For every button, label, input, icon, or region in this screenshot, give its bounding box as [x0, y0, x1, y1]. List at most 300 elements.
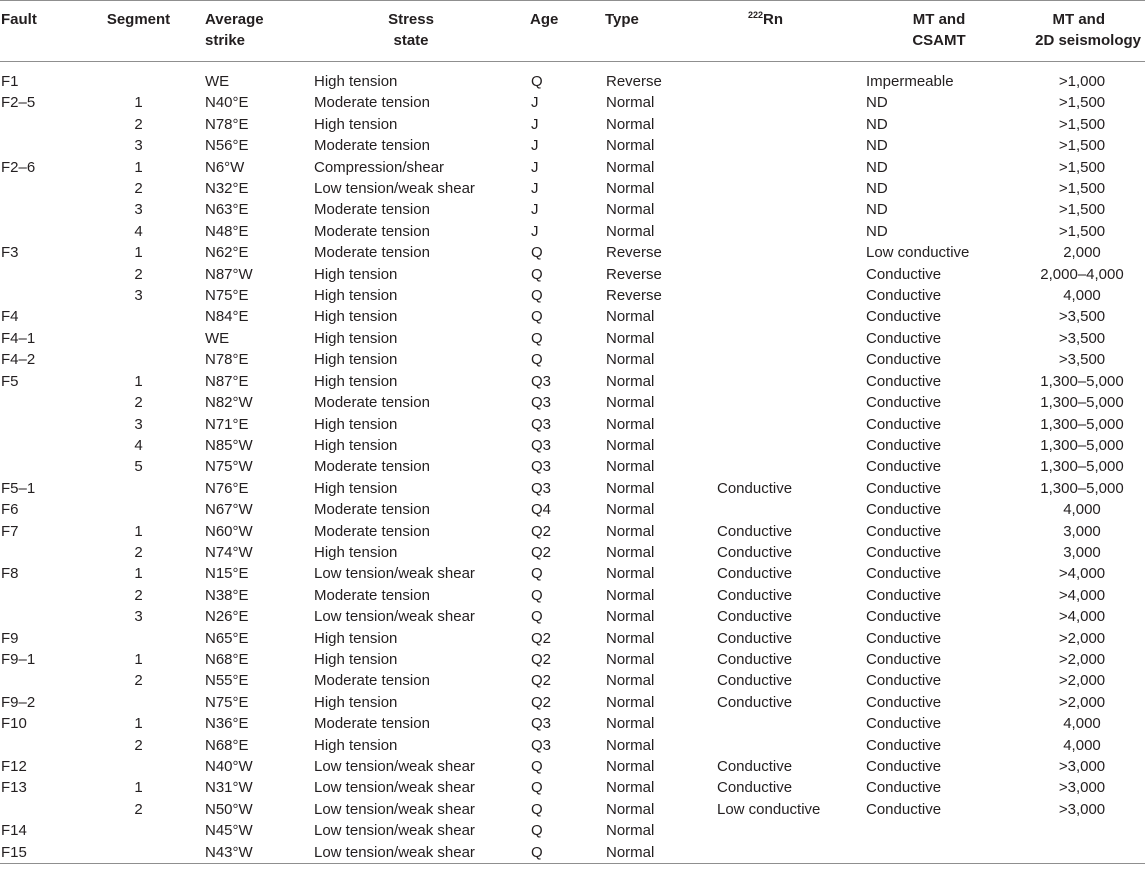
cell-type: Normal	[606, 479, 655, 497]
cell-strike: WE	[205, 329, 230, 347]
cell-segment: 2	[134, 543, 143, 561]
cell-fault: F9–2	[1, 693, 36, 711]
cell-strike: N43°W	[192, 842, 304, 864]
cell-age: Q	[531, 608, 543, 626]
cell-fault	[0, 542, 85, 563]
cell-mt-seismology: >1,500	[1058, 158, 1106, 176]
cell-age: Q3	[531, 394, 552, 412]
table-row	[0, 349, 1145, 370]
cell-fault: F2–5	[1, 94, 36, 112]
cell-age: Q	[531, 265, 543, 283]
cell-type: Reverse	[606, 287, 662, 305]
cell-stress-state: High tension	[314, 436, 398, 454]
cell-strike: N40°E	[205, 94, 249, 112]
cell-age: Q	[531, 329, 543, 347]
table-row	[0, 264, 1145, 285]
table-row	[0, 285, 1145, 306]
cell-type: Reverse	[606, 244, 662, 262]
cell-mt-seismology: 4,000	[1063, 715, 1101, 733]
cell-fault: F14	[1, 822, 27, 840]
cell-mt-seismology: >1,500	[1058, 180, 1106, 198]
cell-strike: N45°W	[205, 822, 253, 840]
cell-strike: N68°E	[205, 650, 249, 668]
cell-segment: 2	[134, 115, 143, 133]
table-row	[0, 242, 1145, 263]
cell-strike: N84°E	[205, 308, 249, 326]
cell-mt-csamt: Conductive	[866, 565, 942, 583]
cell-mt-seismology: >3,000	[1058, 758, 1106, 775]
cell-mt-seismology: >4,000	[1058, 608, 1106, 626]
cell-age: J	[531, 180, 539, 198]
cell-mt-csamt: Conductive	[866, 308, 942, 326]
cell-segment: 5	[134, 458, 143, 476]
cell-fault	[0, 135, 85, 156]
cell-age: Q2	[531, 650, 552, 668]
cell-segment: 3	[134, 287, 143, 305]
cell-stress-state: Moderate tension	[314, 522, 430, 540]
cell-age: Q	[531, 244, 543, 262]
cell-radon: Conductive	[717, 522, 793, 540]
cell-mt-csamt: Conductive	[866, 779, 942, 797]
table-body	[0, 62, 1145, 864]
cell-stress-state: Low tension/weak shear	[314, 822, 475, 840]
cell-mt-csamt: Conductive	[866, 265, 942, 283]
header-age: Age	[518, 1, 597, 62]
cell-fault	[0, 114, 85, 135]
cell-mt-seismology: >1,500	[1058, 222, 1106, 240]
table-row	[0, 777, 1145, 798]
cell-age: Q2	[531, 629, 552, 647]
cell-fault: F9	[1, 629, 19, 647]
table-row	[0, 371, 1145, 392]
cell-radon	[702, 371, 859, 392]
cell-mt-csamt: ND	[866, 201, 888, 219]
cell-stress-state: High tension	[314, 287, 398, 305]
cell-mt-csamt: Conductive	[866, 715, 942, 733]
cell-type: Normal	[597, 842, 702, 864]
cell-age: Q2	[531, 672, 552, 690]
cell-type: Normal	[606, 394, 655, 412]
table-row	[0, 157, 1145, 178]
table-row	[0, 221, 1145, 242]
cell-age: Q	[531, 565, 543, 583]
cell-fault: F1	[1, 73, 19, 90]
cell-age: Q3	[531, 415, 552, 433]
cell-mt-csamt: Conductive	[866, 501, 942, 519]
cell-fault: F5	[1, 372, 19, 390]
cell-radon	[702, 328, 859, 349]
cell-segment: 2	[134, 394, 143, 412]
cell-fault	[0, 456, 85, 477]
cell-type: Normal	[606, 672, 655, 690]
cell-mt-seismology: >2,000	[1058, 650, 1106, 668]
cell-mt-seismology: 2,000	[1063, 244, 1101, 262]
cell-type: Normal	[606, 693, 655, 711]
cell-radon: Conductive	[717, 650, 793, 668]
cell-fault: F4–1	[1, 329, 36, 347]
cell-mt-seismology: 4,000	[1063, 287, 1101, 305]
cell-fault: F12	[1, 758, 27, 775]
cell-segment	[85, 349, 192, 370]
cell-strike: N87°E	[205, 372, 249, 390]
cell-strike: N68°E	[205, 736, 249, 754]
cell-radon	[702, 713, 859, 734]
cell-strike: N15°E	[205, 565, 249, 583]
cell-segment	[85, 756, 192, 777]
cell-segment: 1	[134, 565, 143, 583]
cell-mt-csamt: Conductive	[866, 800, 942, 818]
cell-mt-csamt: Conductive	[866, 608, 942, 626]
cell-mt-csamt: Conductive	[866, 458, 942, 476]
cell-segment: 1	[134, 158, 143, 176]
cell-fault: F5–1	[1, 479, 36, 497]
header-radon: $^{222}$Rn	[702, 1, 859, 62]
cell-radon: Conductive	[717, 608, 793, 626]
cell-segment: 1	[134, 94, 143, 112]
table-row	[0, 114, 1145, 135]
cell-stress-state: Low tension/weak shear	[314, 608, 475, 626]
cell-segment: 2	[134, 800, 143, 818]
cell-mt-csamt: Conductive	[866, 372, 942, 390]
cell-type: Normal	[606, 436, 655, 454]
cell-fault	[0, 392, 85, 413]
cell-mt-csamt: Conductive	[866, 394, 942, 412]
cell-segment: 1	[134, 779, 143, 797]
cell-fault	[0, 414, 85, 435]
cell-type: Normal	[606, 629, 655, 647]
cell-age: Q4	[531, 501, 552, 519]
cell-radon	[702, 435, 859, 456]
cell-mt-seismology: 1,300–5,000	[1040, 436, 1124, 454]
table-row	[0, 92, 1145, 113]
cell-age: Q3	[531, 715, 552, 733]
table-row	[0, 178, 1145, 199]
table-row	[0, 62, 1145, 93]
cell-radon	[702, 285, 859, 306]
cell-mt-csamt: Conductive	[866, 629, 942, 647]
table-row	[0, 306, 1145, 327]
cell-segment	[85, 820, 192, 841]
cell-age: Q3	[531, 736, 552, 754]
cell-radon: Conductive	[717, 586, 793, 604]
cell-radon	[702, 242, 859, 263]
cell-segment: 3	[134, 608, 143, 626]
cell-age: Q	[531, 73, 543, 90]
cell-radon: Conductive	[717, 693, 793, 711]
cell-radon	[702, 820, 859, 841]
cell-segment	[85, 842, 192, 864]
cell-mt-seismology: >2,000	[1058, 693, 1106, 711]
cell-stress-state: Moderate tension	[314, 586, 430, 604]
cell-type: Normal	[606, 329, 655, 347]
cell-radon: Conductive	[717, 543, 793, 561]
cell-strike: N55°E	[205, 672, 249, 690]
cell-fault	[0, 221, 85, 242]
cell-type: Normal	[606, 201, 655, 219]
cell-type: Normal	[606, 522, 655, 540]
cell-segment: 2	[134, 586, 143, 604]
cell-mt-csamt: Conductive	[866, 650, 942, 668]
cell-age: Q2	[531, 693, 552, 711]
cell-stress-state: Moderate tension	[314, 244, 430, 262]
cell-segment: 2	[134, 672, 143, 690]
cell-strike: N75°E	[205, 693, 249, 711]
table-row	[0, 606, 1145, 627]
cell-mt-seismology	[1019, 820, 1145, 841]
cell-segment: 1	[134, 715, 143, 733]
cell-age: Q	[531, 351, 543, 369]
cell-strike: N31°W	[205, 779, 253, 797]
cell-type: Reverse	[606, 265, 662, 283]
header-fault: Fault	[0, 1, 85, 62]
cell-strike: N75°W	[205, 458, 253, 476]
cell-strike: N87°W	[205, 265, 253, 283]
cell-stress-state: Moderate tension	[314, 94, 430, 112]
cell-radon	[702, 842, 859, 864]
cell-type: Normal	[606, 543, 655, 561]
cell-radon	[702, 157, 859, 178]
cell-mt-seismology: 3,000	[1063, 543, 1101, 561]
cell-age: Q3	[531, 436, 552, 454]
cell-type: Normal	[606, 779, 655, 797]
cell-fault: F3	[1, 244, 19, 262]
cell-mt-seismology: 1,300–5,000	[1040, 458, 1124, 476]
cell-radon	[702, 735, 859, 756]
cell-type: Normal	[606, 94, 655, 112]
cell-strike: N50°W	[205, 800, 253, 818]
table-row	[0, 392, 1145, 413]
cell-strike: N62°E	[205, 244, 249, 262]
cell-age: J	[531, 201, 539, 219]
cell-segment	[85, 692, 192, 713]
cell-mt-seismology: >2,000	[1058, 672, 1106, 690]
cell-age: J	[531, 94, 539, 112]
cell-age: Q	[531, 758, 543, 775]
cell-mt-seismology: 4,000	[1063, 501, 1101, 519]
cell-strike: N60°W	[205, 522, 253, 540]
table-row	[0, 521, 1145, 542]
cell-segment	[85, 62, 192, 93]
cell-strike: N65°E	[205, 629, 249, 647]
cell-age: Q	[531, 308, 543, 326]
cell-mt-csamt	[859, 820, 1019, 841]
cell-strike: N67°W	[205, 501, 253, 519]
cell-age: Q3	[531, 458, 552, 476]
cell-mt-csamt: Low conductive	[866, 244, 970, 262]
cell-stress-state: High tension	[314, 543, 398, 561]
cell-segment: 1	[134, 372, 143, 390]
cell-radon: Conductive	[717, 565, 793, 583]
cell-stress-state: Moderate tension	[314, 222, 430, 240]
cell-radon	[702, 199, 859, 220]
table-row	[0, 135, 1145, 156]
cell-stress-state: High tension	[314, 329, 398, 347]
cell-segment: 2	[134, 736, 143, 754]
cell-fault	[0, 285, 85, 306]
cell-radon: Conductive	[717, 758, 793, 775]
cell-type: Normal	[606, 115, 655, 133]
cell-mt-seismology	[1019, 842, 1145, 864]
cell-stress-state: Moderate tension	[314, 201, 430, 219]
cell-strike: N63°E	[205, 201, 249, 219]
cell-fault	[0, 178, 85, 199]
cell-segment: 2	[134, 265, 143, 283]
cell-stress-state: High tension	[314, 736, 398, 754]
cell-age: Q3	[531, 479, 552, 497]
cell-stress-state: Moderate tension	[314, 715, 430, 733]
cell-stress-state: High tension	[314, 693, 398, 711]
cell-fault: F15	[0, 842, 85, 864]
cell-mt-csamt: Conductive	[866, 287, 942, 305]
cell-stress-state: High tension	[314, 629, 398, 647]
cell-fault: F10	[1, 715, 27, 733]
table-row	[0, 842, 1145, 864]
cell-strike: N56°E	[205, 137, 249, 155]
table-row	[0, 414, 1145, 435]
cell-age: Q	[531, 822, 543, 840]
cell-age: J	[531, 115, 539, 133]
cell-segment	[85, 328, 192, 349]
cell-type: Normal	[606, 758, 655, 775]
cell-stress-state: Low tension/weak shear	[314, 565, 475, 583]
cell-mt-csamt: Conductive	[866, 586, 942, 604]
cell-type: Normal	[606, 501, 655, 519]
table-row	[0, 478, 1145, 499]
table-row	[0, 499, 1145, 520]
cell-segment: 3	[134, 201, 143, 219]
cell-mt-csamt: Conductive	[866, 543, 942, 561]
cell-stress-state: Low tension/weak shear	[314, 779, 475, 797]
cell-stress-state: High tension	[314, 415, 398, 433]
cell-mt-seismology: 1,300–5,000	[1040, 372, 1124, 390]
cell-segment: 2	[134, 180, 143, 198]
table-row	[0, 713, 1145, 734]
table-row	[0, 585, 1145, 606]
cell-strike: N78°E	[205, 115, 249, 133]
cell-radon	[702, 135, 859, 156]
cell-segment	[85, 306, 192, 327]
cell-type: Normal	[606, 650, 655, 668]
table-row	[0, 628, 1145, 649]
cell-mt-seismology: 1,300–5,000	[1040, 394, 1124, 412]
cell-segment: 3	[134, 137, 143, 155]
cell-mt-csamt: ND	[866, 94, 888, 112]
cell-stress-state: High tension	[314, 265, 398, 283]
cell-mt-seismology: >3,500	[1058, 308, 1106, 326]
cell-mt-csamt: Conductive	[866, 351, 942, 369]
cell-strike: N74°W	[205, 543, 253, 561]
cell-strike: N40°W	[205, 758, 253, 775]
cell-strike: N75°E	[205, 287, 249, 305]
cell-mt-csamt: ND	[866, 158, 888, 176]
cell-type: Normal	[606, 608, 655, 626]
cell-mt-seismology: 3,000	[1063, 522, 1101, 540]
cell-stress-state: High tension	[314, 73, 398, 90]
cell-fault	[0, 585, 85, 606]
cell-age: Q2	[531, 522, 552, 540]
cell-radon	[702, 306, 859, 327]
cell-segment: 3	[134, 415, 143, 433]
cell-age: Q	[531, 287, 543, 305]
cell-mt-seismology: >3,500	[1058, 329, 1106, 347]
cell-strike: N85°W	[205, 436, 253, 454]
cell-strike: N48°E	[205, 222, 249, 240]
cell-stress-state: Compression/shear	[314, 158, 445, 176]
cell-type: Normal	[606, 372, 655, 390]
cell-mt-seismology: 1,300–5,000	[1040, 415, 1124, 433]
table-row	[0, 435, 1145, 456]
cell-mt-seismology: >4,000	[1058, 565, 1106, 583]
cell-fault: F4	[1, 308, 19, 326]
cell-fault	[0, 670, 85, 691]
cell-radon	[702, 392, 859, 413]
cell-stress-state: Low tension/weak shear	[314, 180, 475, 198]
table-row	[0, 756, 1145, 777]
cell-radon	[702, 221, 859, 242]
cell-segment: 1	[134, 650, 143, 668]
cell-stress-state: High tension	[314, 308, 398, 326]
cell-mt-seismology: >1,500	[1058, 201, 1106, 219]
cell-fault	[0, 435, 85, 456]
header-segment: Segment	[85, 1, 192, 62]
cell-type: Normal	[606, 736, 655, 754]
cell-radon	[702, 178, 859, 199]
cell-stress-state: Low tension/weak shear	[314, 758, 475, 775]
cell-age: Q	[531, 586, 543, 604]
cell-type: Normal	[606, 308, 655, 326]
cell-stress-state: High tension	[314, 351, 398, 369]
cell-strike: N38°E	[205, 586, 249, 604]
cell-fault	[0, 199, 85, 220]
table-row	[0, 799, 1145, 820]
cell-type: Normal	[606, 822, 655, 840]
table-header	[0, 1, 1145, 62]
cell-fault: F7	[1, 522, 19, 540]
cell-mt-seismology: >1,500	[1058, 137, 1106, 155]
cell-fault: F2–6	[1, 158, 36, 176]
cell-age: Q2	[531, 543, 552, 561]
cell-segment	[85, 478, 192, 499]
cell-fault	[0, 799, 85, 820]
cell-radon: Conductive	[717, 779, 793, 797]
cell-age: Q3	[531, 372, 552, 390]
header-stress-state: Stress state	[304, 1, 518, 62]
cell-stress-state: Moderate tension	[314, 672, 430, 690]
cell-mt-csamt: Conductive	[866, 415, 942, 433]
cell-age: J	[531, 137, 539, 155]
cell-mt-csamt: Conductive	[866, 522, 942, 540]
cell-mt-seismology: 4,000	[1063, 736, 1101, 754]
cell-stress-state: Moderate tension	[314, 501, 430, 519]
cell-mt-seismology: >3,500	[1058, 351, 1106, 369]
cell-mt-csamt: Conductive	[866, 736, 942, 754]
cell-mt-seismology: 1,300–5,000	[1040, 479, 1124, 497]
cell-mt-csamt: ND	[866, 222, 888, 240]
cell-radon	[702, 349, 859, 370]
cell-mt-csamt: ND	[866, 180, 888, 198]
cell-mt-seismology: 2,000–4,000	[1040, 265, 1124, 283]
cell-segment: 1	[134, 244, 143, 262]
cell-type: Reverse	[606, 73, 662, 90]
cell-type: Normal	[606, 351, 655, 369]
cell-segment: 4	[134, 436, 143, 454]
cell-age: Q	[518, 842, 597, 864]
cell-stress-state: High tension	[314, 115, 398, 133]
table-row	[0, 649, 1145, 670]
cell-stress-state: Low tension/weak shear	[304, 842, 518, 864]
cell-stress-state: Low tension/weak shear	[314, 800, 475, 818]
cell-fault	[0, 264, 85, 285]
